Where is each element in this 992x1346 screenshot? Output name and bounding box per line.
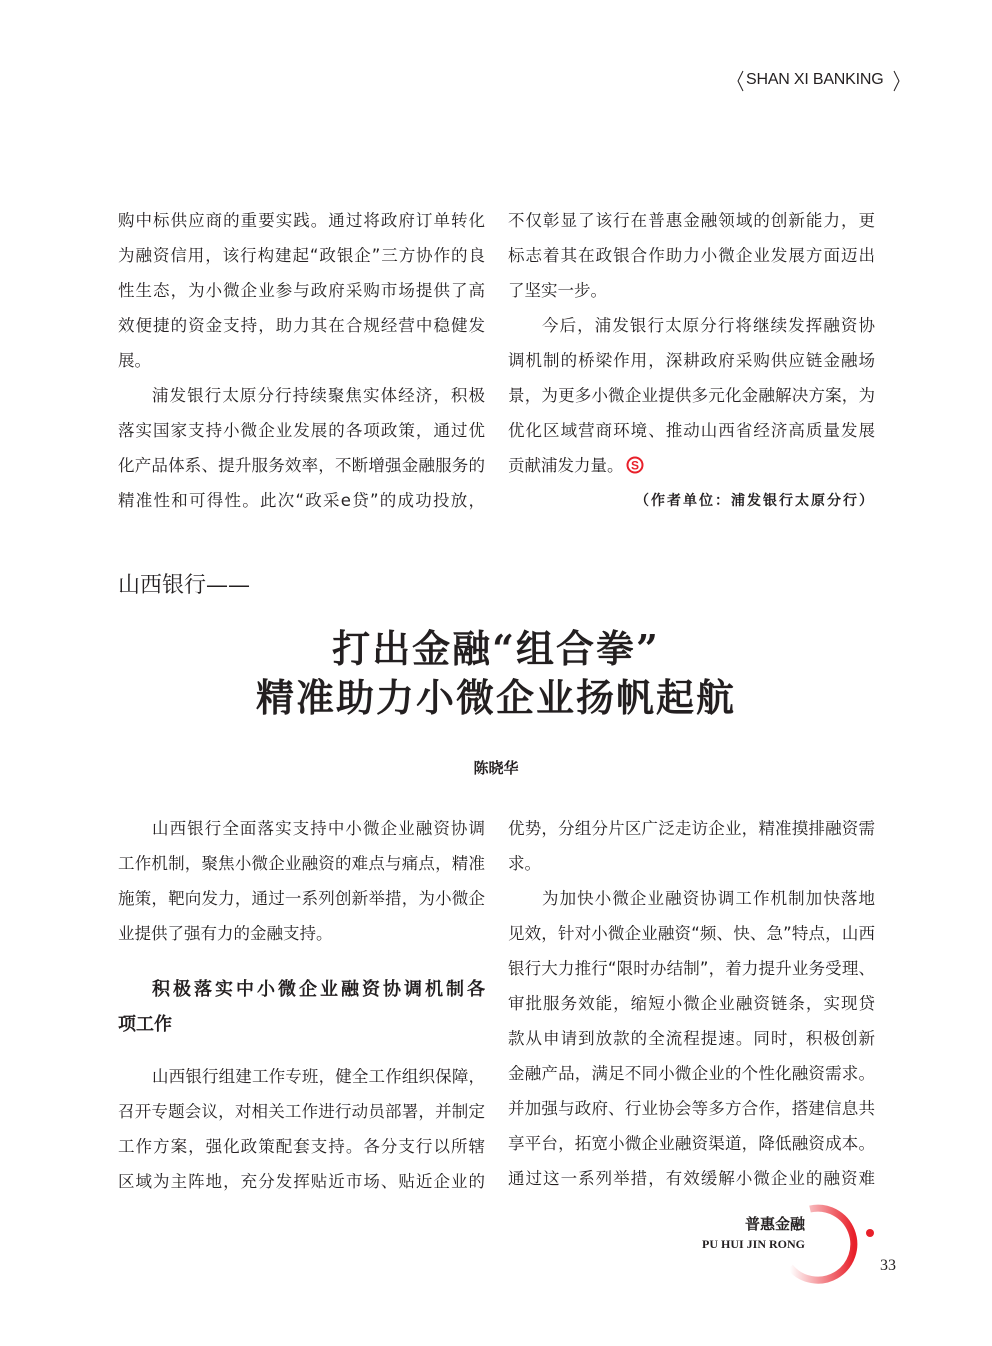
text-line: 贡献浦发力量。 S bbox=[508, 448, 875, 483]
text-line: 求。 bbox=[508, 854, 541, 873]
text-line: 工作机制，聚焦小微企业融资的难点与痛点，精准 bbox=[118, 854, 485, 873]
text-line: 山西银行全面落实支持中小微企业融资协调 bbox=[152, 819, 485, 838]
page-number: 33 bbox=[880, 1257, 896, 1274]
text-line: 景，为更多小微企业提供多元化金融解决方案，为 bbox=[508, 386, 875, 405]
article-author: 陈晓华 bbox=[473, 759, 519, 777]
text-line: 施策，靶向发力，通过一系列创新举措，为小微企 bbox=[118, 889, 485, 908]
text-line: 优化区域营商环境、推动山西省经济高质量发展 bbox=[508, 421, 875, 440]
text-line: 业提供了强有力的金融支持。 bbox=[118, 924, 333, 943]
text-line: 今后，浦发银行太原分行将继续发挥融资协 bbox=[542, 316, 875, 335]
text-line: 标志着其在政银合作助力小微企业发展方面迈出 bbox=[508, 246, 875, 265]
text-line: 购中标供应商的重要实践。通过将政府订单转化 bbox=[118, 211, 485, 230]
text-line: 工作方案，强化政策配套支持。各分支行以所辖 bbox=[118, 1137, 485, 1156]
text-line: 不仅彰显了该行在普惠金融领域的创新能力，更 bbox=[508, 211, 875, 230]
bottom-left-column bbox=[118, 811, 485, 1199]
text-line: 山西银行组建工作专班，健全工作组织保障， bbox=[152, 1067, 485, 1086]
article-title-line2: 精准助力小微企业扬帆起航 bbox=[255, 675, 736, 720]
text-line: 化产品体系、提升服务效率，不断增强金融服务的 bbox=[118, 456, 485, 475]
section-name-en: PU HUI JIN RONG bbox=[702, 1237, 806, 1251]
section-heading: 项工作 bbox=[118, 1014, 172, 1035]
end-mark-icon bbox=[626, 456, 644, 474]
section-name-cn: 普惠金融 bbox=[745, 1215, 806, 1233]
text-line: 金融产品，满足不同小微企业的个性化融资需求。 bbox=[508, 1064, 875, 1083]
text-line: 调机制的桥梁作用，深耕政府采购供应链金融场 bbox=[508, 351, 875, 370]
text-line: 优势，分组分片区广泛走访企业，精准摸排融资需 bbox=[508, 819, 875, 838]
text-line: 性生态，为小微企业参与政府采购市场提供了高 bbox=[118, 281, 485, 300]
text-line: 见效，针对小微企业融资“频、快、急”特点，山西 bbox=[508, 924, 875, 943]
text-line: 享平台，拓宽小微企业融资渠道，降低融资成本。 bbox=[508, 1134, 875, 1153]
author-affiliation: （作者单位：浦发银行太原分行） bbox=[635, 493, 875, 509]
text-line: 款从申请到放款的全流程提速。同时，积极创新 bbox=[508, 1029, 875, 1048]
article-title-line1: 打出金融“组合拳” bbox=[332, 626, 660, 671]
text-line: 为加快小微企业融资协调工作机制加快落地 bbox=[542, 889, 875, 908]
text-line: 效便捷的资金支持，助力其在合规经营中稳健发 bbox=[118, 316, 485, 335]
bottom-right-column bbox=[508, 811, 875, 1196]
article-kicker: 山西银行—— bbox=[118, 573, 251, 598]
text-line: 浦发银行太原分行持续聚焦实体经济，积极 bbox=[152, 386, 485, 405]
text-line: 并加强与政府、行业协会等多方合作，搭建信息共 bbox=[508, 1099, 875, 1118]
text-line: 通过这一系列举措，有效缓解小微企业的融资难 bbox=[508, 1169, 875, 1188]
text-line: 区域为主阵地，充分发挥贴近市场、贴近企业的 bbox=[118, 1172, 485, 1191]
text-line: 精准性和可得性。此次“政采e贷”的成功投放， bbox=[118, 491, 485, 510]
text-line: 银行大力推行“限时办结制”，着力提升业务受理、 bbox=[508, 959, 875, 978]
top-right-column bbox=[508, 203, 875, 483]
text-line: 了坚实一步。 bbox=[508, 281, 607, 300]
running-header bbox=[737, 70, 900, 92]
text-line: 审批服务效能，缩短小微企业融资链条，实现贷 bbox=[508, 994, 875, 1013]
text-line: 为融资信用，该行构建起“政银企”三方协作的良 bbox=[118, 246, 485, 265]
section-heading: 积极落实中小微企业融资协调机制各 bbox=[152, 979, 485, 1000]
section-footer bbox=[690, 1195, 910, 1285]
text-line: 召开专题会议，对相关工作进行动员部署，并制定 bbox=[118, 1102, 485, 1121]
svg-text:S: S bbox=[630, 458, 639, 473]
text-line: 落实国家支持小微企业发展的各项政策，通过优 bbox=[118, 421, 485, 440]
text-line: 展。 bbox=[118, 351, 151, 370]
top-left-column bbox=[118, 203, 485, 518]
running-title: SHAN XI BANKING bbox=[746, 71, 884, 88]
